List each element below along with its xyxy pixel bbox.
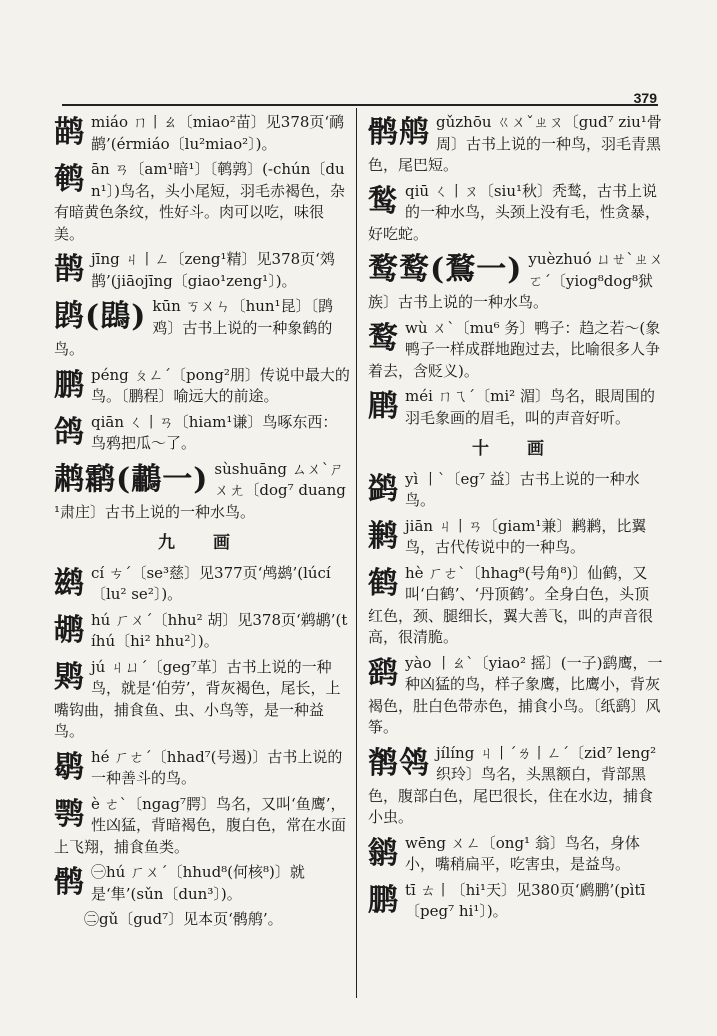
headword: 鹟 xyxy=(368,835,399,871)
headword: 鹕 xyxy=(54,612,85,648)
dict-entry xyxy=(368,563,664,649)
section-heading: 十 画 xyxy=(472,439,560,459)
headword: 鹋 xyxy=(54,115,85,150)
dict-entry xyxy=(54,563,350,606)
top-rule xyxy=(62,104,658,106)
entry-text: qiū ㄑ丨ㄡ〔siu¹秋〕秃鹙，古书上说的一种水鸟，头颈上没有毛，性贪暴，好吃蛇。 xyxy=(368,181,661,243)
entry-text: ㊁gǔ〔gud⁷〕见本页‘鹘鸼’。 xyxy=(84,910,283,928)
dict-entry xyxy=(54,159,350,245)
headword: 鹍(鵾) xyxy=(54,299,147,334)
entry-text: miáo ㄇ丨ㄠ〔miao²苗〕见378页‘鸸鹋’(érmiáo〔lu²miao²〕)。 xyxy=(91,113,345,153)
headword: 鹗 xyxy=(54,796,85,832)
headword: 鹜鹜(鶩一) xyxy=(368,252,523,287)
entry-text: jú ㄐㄩˊ〔geg⁷革〕古书上说的一种鸟，就是‘伯劳’，背灰褐色，尾长，上嘴钩曲，捕食鱼、虫、小鸟等，是一种益鸟。 xyxy=(54,657,341,740)
headword: 鹜 xyxy=(368,320,399,356)
headword: 鹤 xyxy=(368,565,399,601)
dict-entry xyxy=(368,181,664,246)
dict-entry xyxy=(368,880,664,923)
headword: 鹢 xyxy=(368,471,399,507)
headword: 䴗 xyxy=(54,659,85,695)
headword: 鹘 xyxy=(54,865,85,900)
dict-entry-sub xyxy=(54,909,350,931)
headword: 鹌 xyxy=(54,162,85,197)
headword: 鹛 xyxy=(368,389,399,424)
dict-entry xyxy=(368,653,664,739)
column-divider xyxy=(356,108,357,998)
headword: 鹘鸼 xyxy=(368,115,430,150)
entry-text: yuèzhuó ㄩㄝˋㄓㄨㄛˊ〔yiog⁸dog⁸狱族〕古书上说的一种水鸟。 xyxy=(368,250,664,311)
dict-entry xyxy=(54,249,350,292)
section-heading: 九 画 xyxy=(158,533,246,553)
headword: 鹡鸰 xyxy=(368,745,430,781)
headword: 鹙 xyxy=(368,183,399,219)
entry-text: tī ㄊ丨〔hi¹天〕见380页‘䴘鹏’(pìtī〔peg⁷ hi¹〕)。 xyxy=(405,880,646,920)
dict-entry xyxy=(54,657,350,743)
entry-text: méi ㄇㄟˊ〔mi² 湄〕鸟名，眼周围的羽毛象画的眉毛，叫的声音好听。 xyxy=(405,387,655,427)
dict-entry xyxy=(368,249,664,314)
entry-text: hé ㄏㄜˊ〔hhad⁷(号遏)〕古书上说的一种善斗的鸟。 xyxy=(91,747,343,787)
dict-entry xyxy=(54,412,350,455)
dict-entry xyxy=(54,747,350,790)
headword: 鹏 xyxy=(54,367,85,403)
entry-text: è ㄜˋ〔ngag⁷腭〕鸟名，又叫‘鱼鹰’，性凶猛，背暗褐色，腹白色，常在水面上飞翔，捕食鱼类。 xyxy=(54,794,347,856)
dict-entry xyxy=(54,610,350,653)
dict-entry xyxy=(54,459,350,524)
entry-text: wēng ㄨㄥ〔ong¹ 翁〕鸟名，身体小，嘴稍扁平，吃害虫，是益鸟。 xyxy=(405,833,640,873)
headword: 鹏 xyxy=(368,882,399,918)
entry-text: gǔzhōu ㄍㄨˇㄓㄡ〔gud⁷ ziu¹骨周〕古书上说的一种鸟，羽毛青黑色，尾巴短。 xyxy=(368,113,662,174)
entry-text: ān ㄢ〔am¹暗¹〕〔鹌鹑〕(-chún〔dun¹〕)鸟名，头小尾短，羽毛赤褐色，杂有暗黄色条纹，性好斗。肉可以吃，味很美。 xyxy=(54,160,346,243)
entry-text: sùshuāng ㄙㄨˋㄕㄨㄤ〔dog⁷ duang¹肃庄〕古书上说的一种水鸟。 xyxy=(54,459,346,521)
left-column xyxy=(54,112,350,935)
headword: 鹣 xyxy=(368,518,399,554)
dict-entry xyxy=(368,112,664,177)
entry-text: cí ㄘˊ〔se³慈〕见377页‘鸬鹚’(lúcí〔lu² se²〕)。 xyxy=(91,563,331,603)
dict-entry xyxy=(54,794,350,859)
headword: 鸽 xyxy=(54,414,85,450)
dict-entry xyxy=(368,386,664,429)
dict-entry xyxy=(54,365,350,408)
dict-entry xyxy=(368,469,664,512)
dict-entry xyxy=(368,516,664,559)
entry-text: wù ㄨˋ〔mu⁶ 务〕鸭子：趋之若～(象鸭子一样成群地跑过去，比喻很多人争着去，含贬义)。 xyxy=(368,318,661,380)
page-number: 379 xyxy=(633,90,657,106)
entry-text: yì 丨ˋ〔eg⁷ 益〕古书上说的一种水鸟。 xyxy=(405,469,640,509)
right-column xyxy=(368,112,664,927)
dict-entry xyxy=(54,862,350,905)
entry-text: kūn ㄎㄨㄣ〔hun¹昆〕〔鹍鸡〕古书上说的一种象鹤的鸟。 xyxy=(54,297,334,358)
headword: 鹞 xyxy=(368,655,399,691)
dict-entry xyxy=(54,112,350,155)
entry-text: hè ㄏㄜˋ〔hhag⁸(号角⁸)〕仙鹤，又叫‘白鹤’、‘丹顶鹤’。全身白色，头顶红色，颈、腿细长，翼大善飞，叫的声音很高，很清脆。 xyxy=(368,563,654,646)
entry-text: ㊀hú ㄏㄨˊ〔hhud⁸(何核⁸)〕就是‘隼’(sǔn〔dun³〕)。 xyxy=(91,863,305,903)
headword: 鹚 xyxy=(54,565,85,601)
entry-text: hú ㄏㄨˊ〔hhu² 胡〕见378页‘鹈鹕’(tíhú〔hi² hhu²〕)。 xyxy=(91,610,348,650)
entry-text: qiān ㄑ丨ㄢ〔hiam¹谦〕鸟啄东西：鸟鸦把瓜～了。 xyxy=(91,412,338,452)
dict-entry xyxy=(368,743,664,829)
headword: 鹊 xyxy=(54,252,85,287)
entry-text: jílíng ㄐ丨ˊㄌ丨ㄥˊ〔zid⁷ leng²织玲〕鸟名，头黑额白，背部黑色，腹部白色，尾巴很长，住在水边，捕食小虫。 xyxy=(368,743,657,826)
entry-text: jīng ㄐ丨ㄥ〔zeng¹精〕见378页‘䴔鹊’(jiāojīng〔giao¹zeng¹〕)。 xyxy=(91,250,335,290)
entry-text: péng ㄆㄥˊ〔pong²朋〕传说中最大的鸟。〔鹏程〕喻远大的前途。 xyxy=(91,365,350,405)
headword: 鹖 xyxy=(54,749,85,785)
dict-entry xyxy=(368,318,664,383)
entry-text: yào 丨ㄠˋ〔yiao² 摇〕(一子)鹞鹰，一种凶猛的鸟，样子象鹰，比鹰小，背灰褐色，肚白色带赤色，捕食小鸟。〔纸鹞〕风筝。 xyxy=(368,653,663,736)
entry-text: jiān ㄐ丨ㄢ〔giam¹兼〕鹣鹣，比翼鸟，古代传说中的一种鸟。 xyxy=(405,516,647,556)
dict-entry xyxy=(368,833,664,876)
headword: 鹔鹴(鷫一) xyxy=(54,461,209,497)
dict-entry xyxy=(54,296,350,361)
